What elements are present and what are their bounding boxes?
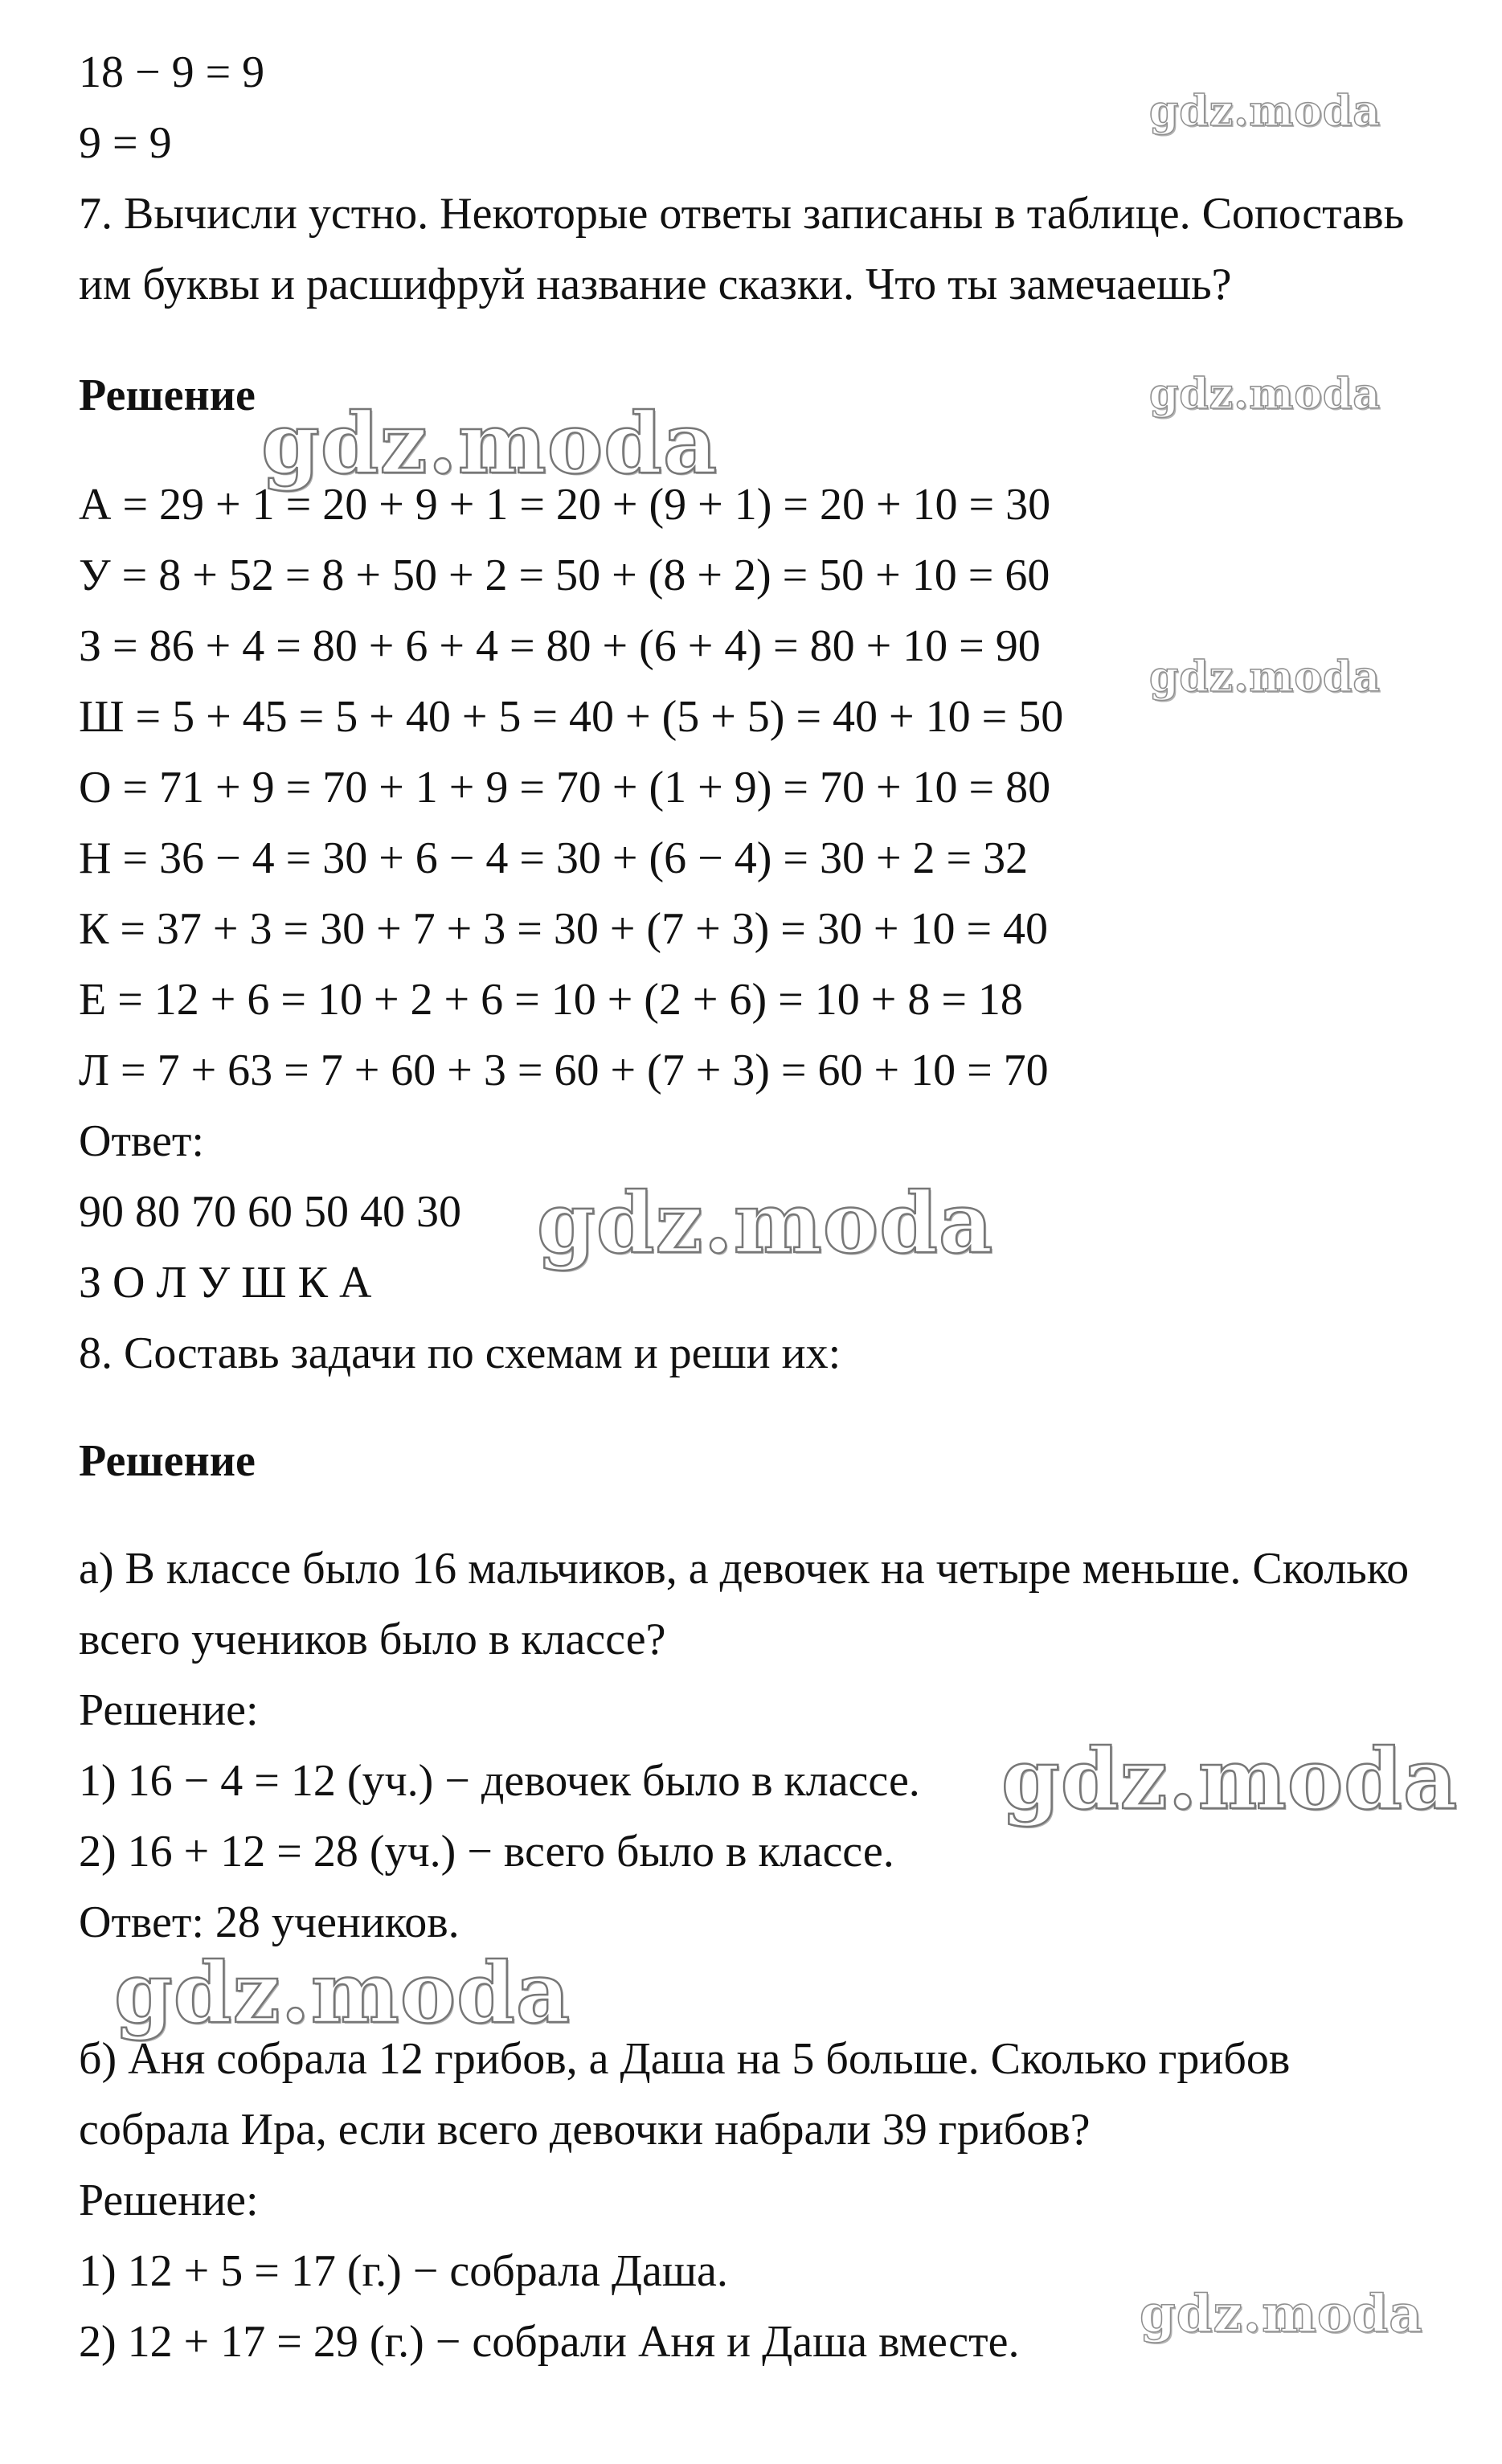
part-a-text: Ответ: 28 учеников. [79, 1897, 460, 1947]
part-b-text: Решение: [79, 2175, 259, 2225]
equation-line: У = 8 + 52 = 8 + 50 + 2 = 50 + (8 + 2) = 50 + 10 = 60 [79, 551, 1050, 600]
part-a-text: 2) 16 + 12 = 28 (уч.) − всего было в классе. [79, 1827, 894, 1877]
part-a-text: 1) 16 − 4 = 12 (уч.) − девочек было в классе. [79, 1756, 920, 1806]
part-b-text: собрала Ира, если всего девочки набрали 39 грибов? [79, 2105, 1091, 2155]
solution-heading: Решение [79, 1436, 256, 1486]
watermark: gdz.moda [537, 1173, 994, 1272]
equation-line: З = 86 + 4 = 80 + 6 + 4 = 80 + (6 + 4) = 80 + 10 = 90 [79, 621, 1041, 671]
equation-line: Л = 7 + 63 = 7 + 60 + 3 = 60 + (7 + 3) = 60 + 10 = 70 [79, 1046, 1049, 1095]
equation-line: О = 71 + 9 = 70 + 1 + 9 = 70 + (1 + 9) = 70 + 10 = 80 [79, 763, 1051, 812]
task-7-text: 7. Вычисли устно. Некоторые ответы записаны в таблице. Сопоставь [79, 189, 1405, 239]
solution-heading: Решение [79, 370, 256, 420]
text-line-equation: 18 − 9 = 9 [79, 47, 265, 97]
equation-line: Ш = 5 + 45 = 5 + 40 + 5 = 40 + (5 + 5) = 40 + 10 = 50 [79, 692, 1064, 742]
watermark: gdz.moda [1149, 87, 1381, 136]
equation-line: А = 29 + 1 = 20 + 9 + 1 = 20 + (9 + 1) = 20 + 10 = 30 [79, 480, 1051, 530]
part-b-text: б) Аня собрала 12 грибов, а Даша на 5 больше. Сколько грибов [79, 2034, 1291, 2084]
watermark: gdz.moda [261, 394, 718, 493]
answer-label: Ответ: [79, 1116, 204, 1166]
equation-line: К = 37 + 3 = 30 + 7 + 3 = 30 + (7 + 3) = 30 + 10 = 40 [79, 904, 1049, 954]
part-a-text: всего учеников было в классе? [79, 1615, 666, 1664]
part-a-text: а) В классе было 16 мальчиков, а девочек на четыре меньше. Сколько [79, 1544, 1410, 1594]
part-b-text: 1) 12 + 5 = 17 (г.) − собрала Даша. [79, 2246, 728, 2296]
equation-line: Е = 12 + 6 = 10 + 2 + 6 = 10 + (2 + 6) = 10 + 8 = 18 [79, 975, 1023, 1025]
equation-line: Н = 36 − 4 = 30 + 6 − 4 = 30 + (6 − 4) = 30 + 2 = 32 [79, 833, 1029, 883]
part-a-text: Решение: [79, 1685, 259, 1735]
task-7-text: им буквы и расшифруй название сказки. Что ты замечаешь? [79, 260, 1232, 309]
watermark: gdz.moda [114, 1943, 571, 2042]
answer-numbers: 90 80 70 60 50 40 30 [79, 1187, 461, 1237]
watermark: gdz.moda [1001, 1729, 1459, 1828]
watermark: gdz.moda [1149, 370, 1381, 419]
text-line-equation: 9 = 9 [79, 118, 172, 168]
watermark: gdz.moda [1149, 653, 1381, 702]
task-8-text: 8. Составь задачи по схемам и реши их: [79, 1328, 841, 1378]
part-b-text: 2) 12 + 17 = 29 (г.) − собрали Аня и Даша вместе. [79, 2317, 1020, 2367]
watermark: gdz.moda [1140, 2284, 1423, 2344]
answer-letters: З О Л У Ш К А [79, 1258, 372, 1308]
